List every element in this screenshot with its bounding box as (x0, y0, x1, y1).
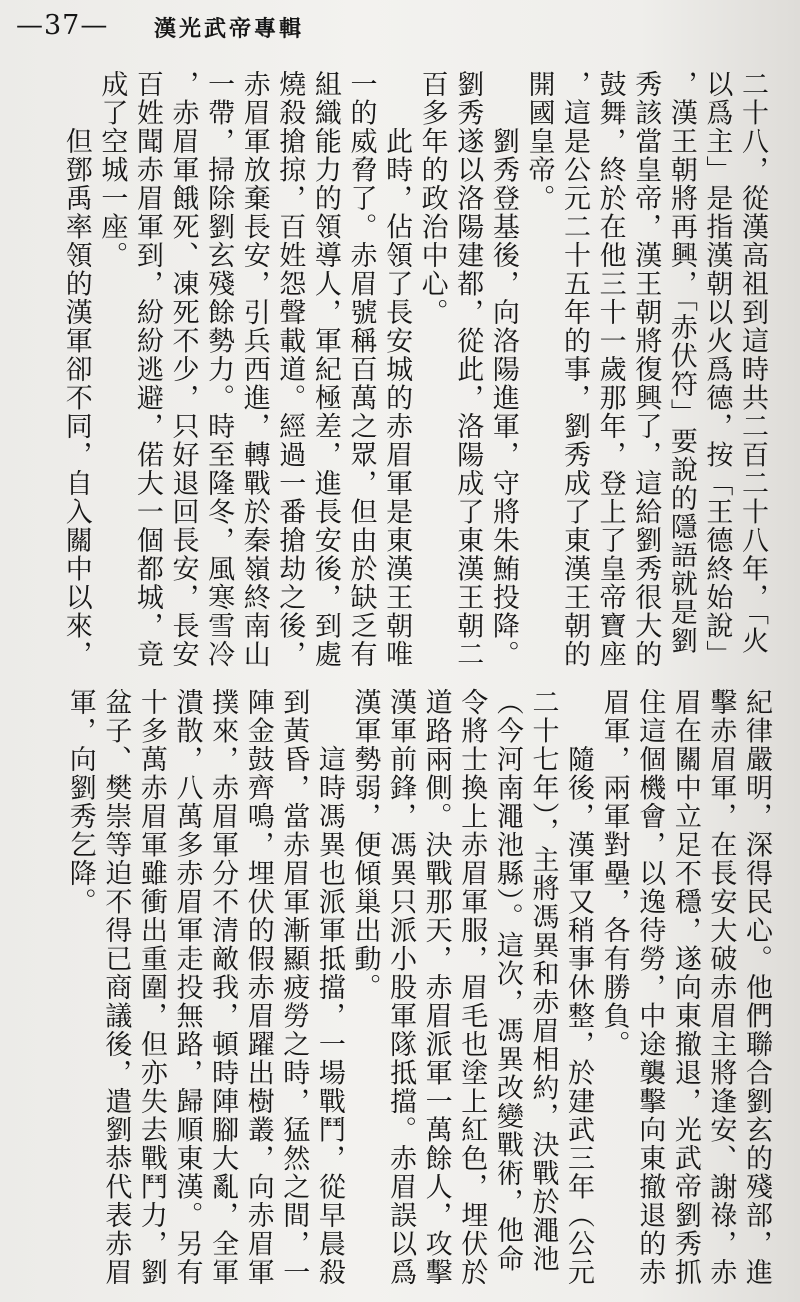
text-column: 眉軍，兩軍對壘，各有勝負。 (598, 688, 630, 1059)
text-column: 以爲主」是指漢朝以火爲德，按「王德終始說」 (701, 70, 733, 669)
paragraph-start-column: 這時馮異也派軍抵擋，一場戰鬥，從早晨殺 (313, 745, 345, 1287)
text-column: 秀該當皇帝，漢王朝將復興了，這給劉秀很大的 (630, 70, 662, 669)
text-column: 鼓舞，終於在他三十一歲那年，登上了皇帝寶座 (594, 70, 626, 669)
text-column: 成了空城一座。 (96, 70, 128, 270)
paragraph-start-column: 但鄧禹率領的漢軍卻不同，自入關中以來， (60, 127, 92, 669)
text-column: 一的威脅了。赤眉號稱百萬之眾，但由於缺乏有 (345, 70, 377, 669)
text-column: 陣金鼓齊鳴，埋伏的假赤眉躍出樹叢，向赤眉軍 (242, 688, 274, 1287)
text-column: 道路兩側。決戰那天，赤眉派軍一萬餘人，攻擊 (420, 688, 452, 1287)
text-column: 漢軍前鋒，馮異只派小股軍隊抵擋。赤眉誤以爲 (385, 688, 417, 1287)
paragraph-start-column: 隨後，漢軍又稍事休整，於建武三年（公元 (563, 745, 595, 1287)
text-column: 百姓聞赤眉軍到，紛紛逃避，偌大一個都城，竟 (131, 70, 163, 669)
lower-text-block (62, 688, 774, 1293)
text-column: 紀律嚴明，深得民心。他們聯合劉玄的殘部，進 (741, 688, 772, 1287)
text-column: 撲來，赤眉軍分不清敵我，頓時陣腳大亂，全軍 (207, 688, 239, 1287)
running-title: 漢光武帝專輯 (154, 16, 305, 42)
text-column: （今河南澠池縣）。這次，馮異改變戰術，他命 (491, 688, 523, 1273)
text-column: 十多萬赤眉軍雖衝出重圍，但亦失去戰鬥力，劉 (135, 688, 167, 1287)
text-column: 二十八，從漢高祖到這時共二百二十八年，「火 (737, 70, 768, 655)
text-column: 漢軍勢弱，便傾巢出動。 (349, 688, 381, 1002)
page-number: —37— (16, 10, 109, 41)
text-column: ，漢王朝將再興，「赤伏符」要說的隱語就是劉 (665, 70, 697, 655)
paragraph-start-column: 劉秀登基後，向洛陽進軍，守將朱鮪投降。 (487, 127, 519, 669)
text-column: 令將士換上赤眉軍服，眉毛也塗上紅色，埋伏於 (456, 688, 488, 1287)
text-column: 軍，向劉秀乞降。 (64, 688, 96, 916)
text-column: 二十七年），主將馮異和赤眉相約，決戰於澠池 (527, 688, 559, 1273)
text-column: 燒殺搶掠，百姓怨聲載道。經過一番搶劫之後， (274, 70, 306, 669)
text-column: 到黃昏，當赤眉軍漸顯疲勞之時，猛然之間，一 (278, 688, 310, 1287)
text-column: ，赤眉軍餓死、凍死不少，只好退回長安，長安 (167, 70, 199, 669)
paragraph-start-column: 此時，佔領了長安城的赤眉軍是東漢王朝唯 (381, 127, 413, 669)
text-column: 開國皇帝。 (523, 70, 555, 213)
upper-text-block (58, 70, 770, 670)
text-column: 一帶，掃除劉玄殘餘勢力。時至隆冬，風寒雪冷 (203, 70, 235, 669)
text-column: 住這個機會，以逸待勞，中途襲擊向東撤退的赤 (634, 688, 666, 1287)
text-column: 劉秀遂以洛陽建都，從此，洛陽成了東漢王朝二 (452, 70, 484, 669)
text-column: 潰散，八萬多赤眉軍走投無路，歸順東漢。另有 (171, 688, 203, 1287)
text-column: 百多年的政治中心。 (416, 70, 448, 327)
text-column: 組織能力的領導人，軍紀極差，進長安後，到處 (309, 70, 341, 669)
text-column: 眉在關中立足不穩，遂向東撤退，光武帝劉秀抓 (669, 688, 701, 1287)
text-column: ，這是公元二十五年的事，劉秀成了東漢王朝的 (559, 70, 591, 669)
text-column: 擊赤眉軍，在長安大破赤眉主將逢安、謝祿，赤 (705, 688, 737, 1287)
text-column: 盆子、樊崇等迫不得已商議後，遣劉恭代表赤眉 (100, 688, 132, 1287)
text-column: 赤眉軍放棄長安，引兵西進，轉戰於秦嶺終南山 (238, 70, 270, 669)
